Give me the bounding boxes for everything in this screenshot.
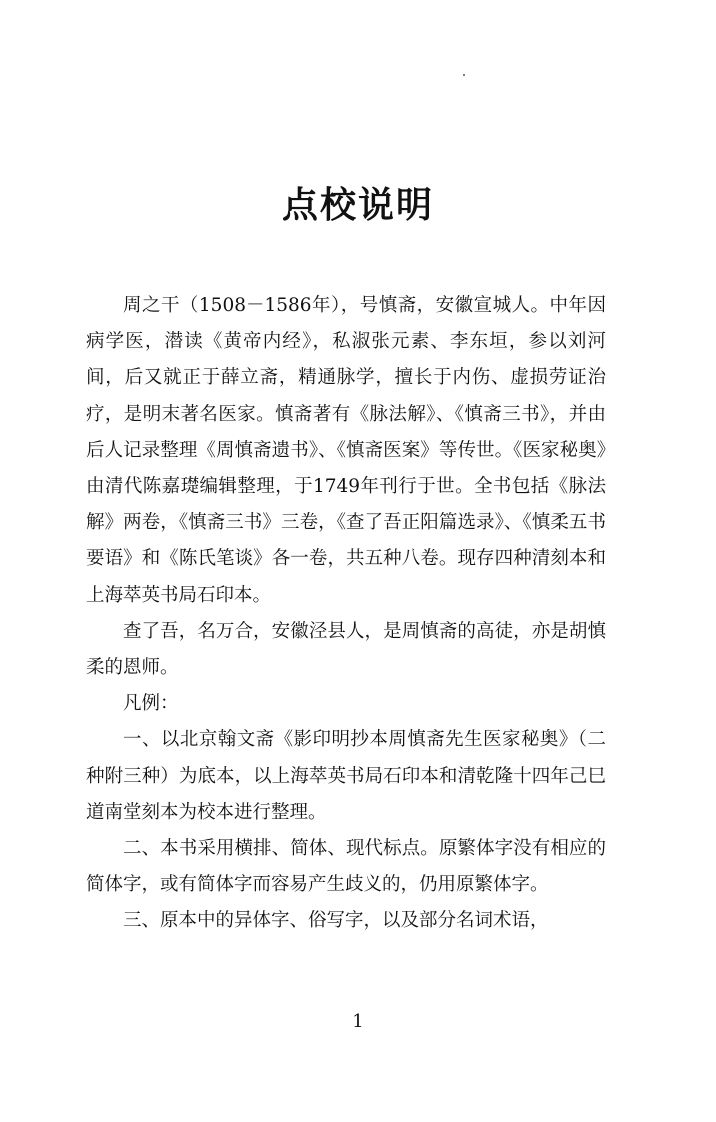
scan-speck bbox=[463, 74, 465, 76]
paragraph-rule-1: 一、以北京翰文斋《影印明抄本周慎斋先生医家秘奥》（二种附三种）为底本，以上海萃英书局石印本和清乾隆十四年己巳道南堂刻本为校本进行整理。 bbox=[86, 729, 606, 823]
paragraph-rule-3: 三、原本中的异体字、俗写字，以及部分名词术语， bbox=[123, 910, 549, 932]
paragraph-rule-2: 二、本书采用横排、简体、现代标点。原繁体字没有相应的简体字，或有简体字而容易产生歧义的，仍用原繁体字。 bbox=[86, 838, 606, 896]
paragraph-intro: 周之干（1508－1586年），号慎斋，安徽宣城人。中年因病学医，潜读《黄帝内经》，私淑张元素、李东垣，参以刘河间，后又就正于薛立斋，精通脉学，擅长于内伤、虚损劳证治疗，是明末著名医家。慎斋著有《脉法解》、《慎斋三书》，并由后人记录整理《周慎斋遗书》、《慎斋医案》等传世。《医家秘奥》由清代陈嘉璴编辑整理，于1749年刊行于世。全书包括《脉法解》两卷，《慎斋三书》三卷，《查了吾正阳篇选录》、《慎柔五书要语》和《陈氏笔谈》各一卷，共五种八卷。现存四种清刻本和上海萃英书局石印本。 bbox=[86, 295, 606, 606]
paragraph-cha-liaowu: 查了吾，名万合，安徽泾县人，是周慎斋的高徒，亦是胡慎柔的恩师。 bbox=[86, 620, 606, 679]
page-title: 点校说明 bbox=[281, 185, 434, 226]
page-number: 1 bbox=[352, 1011, 364, 1032]
body-text bbox=[86, 288, 606, 940]
paragraph-fanli-heading: 凡例： bbox=[123, 693, 179, 715]
